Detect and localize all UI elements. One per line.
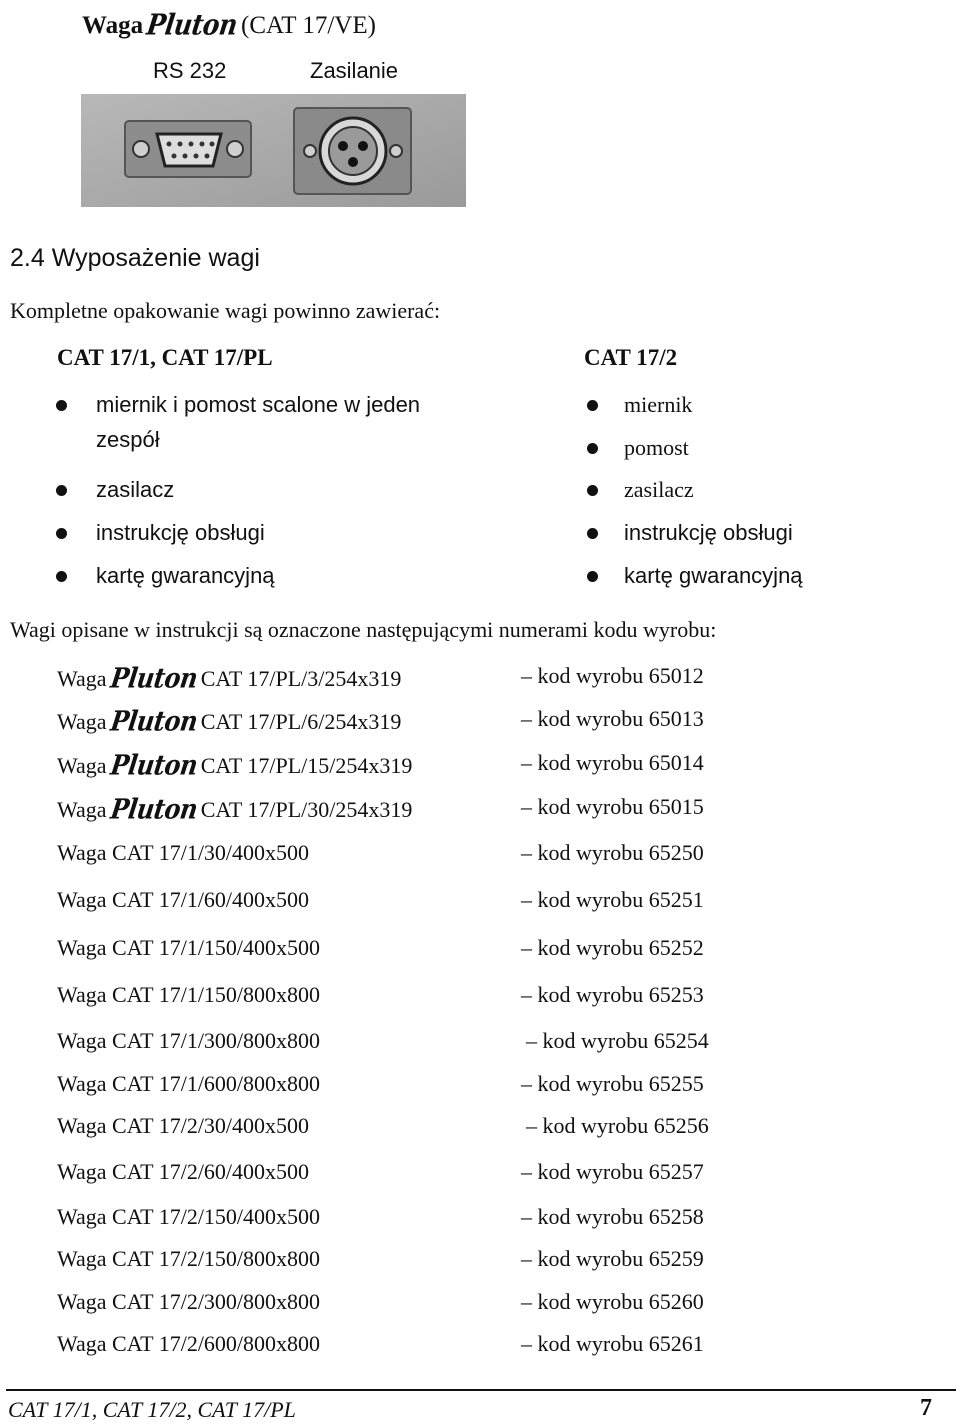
product-prefix: Waga [57,840,107,865]
product-code: – kod wyrobu 65261 [521,1331,704,1356]
left-item: miernik i pomost scalone w jeden [96,392,421,417]
product-code: – kod wyrobu 65013 [521,706,704,731]
product-prefix: Waga [57,1071,107,1096]
left-item: zespół [96,427,160,452]
product-model: CAT 17/PL/15/254x319 [200,753,413,778]
pluton-logo: Pluton [108,660,200,695]
left-item: zasilacz [96,477,175,502]
page-number: 7 [920,1395,932,1421]
pluton-logo: Pluton [144,7,240,42]
pluton-logo: Pluton [108,791,200,826]
connectors-photo-svg [81,94,466,207]
footer-rule [6,1389,956,1391]
power-connector-icon [294,108,411,194]
product-model: CAT 17/PL/6/254x319 [200,709,402,734]
product-model: CAT 17/2/600/800x800 [112,1331,321,1356]
header-model: (CAT 17/VE) [241,12,376,39]
product-model: CAT 17/2/30/400x500 [112,1113,310,1138]
product-name [57,747,413,782]
product-prefix: Waga [57,982,107,1007]
footer-models: CAT 17/1, CAT 17/2, CAT 17/PL [8,1397,296,1422]
product-prefix: Waga [57,1113,107,1138]
product-name [57,840,309,866]
product-prefix: Waga [57,797,107,822]
right-item: kartę gwarancyjną [624,563,803,588]
product-name [57,1028,320,1054]
product-name [57,1289,320,1315]
left-item: instrukcję obsługi [96,520,265,545]
product-code: – kod wyrobu 65258 [521,1204,704,1229]
product-name [57,1331,320,1357]
product-code: – kod wyrobu 65014 [521,750,704,775]
section-heading: 2.4 Wyposażenie wagi [10,244,260,272]
bullet-icon [56,571,67,582]
product-model: CAT 17/PL/3/254x319 [200,666,402,691]
product-prefix: Waga [57,887,107,912]
pluton-logo: Pluton [108,703,200,738]
product-prefix: Waga [57,709,107,734]
product-name [57,1159,309,1185]
product-model: CAT 17/1/600/800x800 [112,1071,321,1096]
product-name [57,660,402,695]
product-code: – kod wyrobu 65254 [526,1028,709,1053]
product-code: – kod wyrobu 65256 [526,1113,709,1138]
product-prefix: Waga [57,1159,107,1184]
product-model: CAT 17/2/300/800x800 [112,1289,321,1314]
product-prefix: Waga [57,1028,107,1053]
left-item: kartę gwarancyjną [96,563,275,588]
product-model: CAT 17/2/150/400x500 [112,1204,321,1229]
product-name [57,982,320,1008]
db9-connector-icon [125,121,251,177]
pluton-logo: Pluton [108,747,200,782]
bullet-icon [56,528,67,539]
bullet-icon [587,400,598,411]
product-model: CAT 17/2/60/400x500 [112,1159,310,1184]
product-model: CAT 17/PL/30/254x319 [200,797,413,822]
rs232-label: RS 232 [153,58,227,83]
product-code: – kod wyrobu 65255 [521,1071,704,1096]
product-code: – kod wyrobu 65251 [521,887,704,912]
product-prefix: Waga [57,1331,107,1356]
product-code: – kod wyrobu 65252 [521,935,704,960]
connectors-photo [81,94,466,207]
bullet-icon [587,485,598,496]
bullet-icon [56,400,67,411]
bullet-icon [587,571,598,582]
product-name [57,1246,320,1272]
right-item: instrukcję obsługi [624,520,793,545]
right-item: pomost [624,435,689,460]
product-code: – kod wyrobu 65012 [521,663,704,688]
product-prefix: Waga [57,1204,107,1229]
product-prefix: Waga [57,935,107,960]
product-code: – kod wyrobu 65259 [521,1246,704,1271]
product-model: CAT 17/2/150/800x800 [112,1246,321,1271]
right-item: zasilacz [624,477,694,502]
product-prefix: Waga [57,1289,107,1314]
product-model: CAT 17/1/30/400x500 [112,840,310,865]
product-model: CAT 17/1/150/400x500 [112,935,321,960]
bullet-icon [587,443,598,454]
product-code: – kod wyrobu 65253 [521,982,704,1007]
product-name [57,887,309,913]
bullet-icon [56,485,67,496]
product-code: – kod wyrobu 65257 [521,1159,704,1184]
product-code: – kod wyrobu 65015 [521,794,704,819]
product-prefix: Waga [57,1246,107,1271]
product-name [57,1204,320,1230]
left-column-title: CAT 17/1, CAT 17/PL [57,345,273,370]
product-code: – kod wyrobu 65260 [521,1289,704,1314]
product-prefix: Waga [57,753,107,778]
product-model: CAT 17/1/60/400x500 [112,887,310,912]
right-item: miernik [624,392,693,417]
product-name [57,1113,309,1139]
product-code: – kod wyrobu 65250 [521,840,704,865]
product-prefix: Waga [57,666,107,691]
product-name [57,935,320,961]
product-model: CAT 17/1/150/800x800 [112,982,321,1007]
product-name [57,703,402,738]
codes-intro: Wagi opisane w instrukcji są oznaczone następującymi numerami kodu wyrobu: [10,617,717,642]
section-intro: Kompletne opakowanie wagi powinno zawierać: [10,298,441,323]
header-waga-label: Waga [82,12,144,39]
product-model: CAT 17/1/300/800x800 [112,1028,321,1053]
zasilanie-label: Zasilanie [310,58,399,83]
bullet-icon [587,528,598,539]
right-column-title: CAT 17/2 [584,345,678,370]
product-name [57,1071,320,1097]
header-title [82,7,376,42]
product-name [57,791,413,826]
